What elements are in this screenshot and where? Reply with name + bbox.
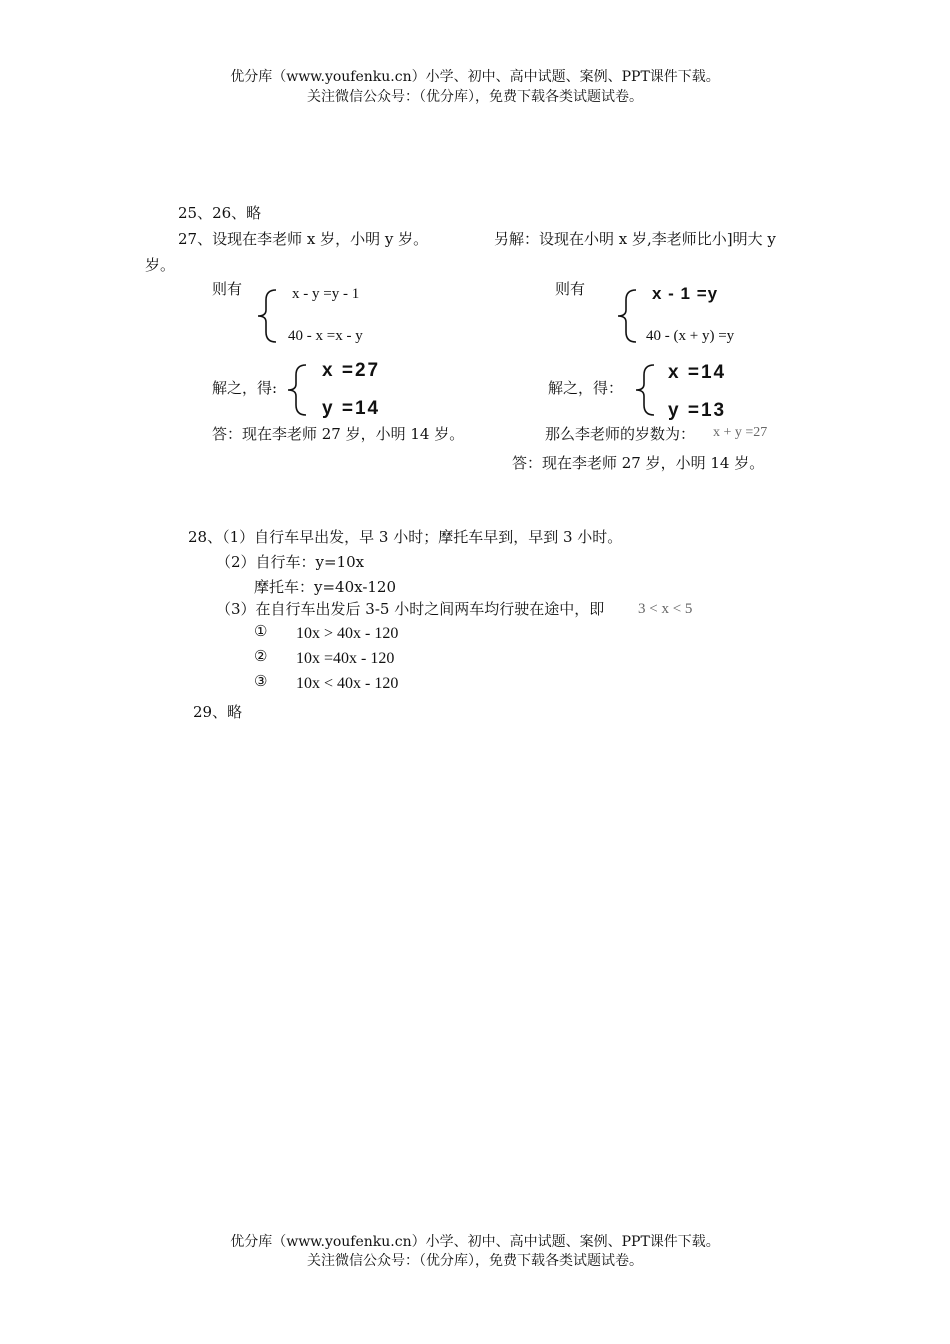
q27-intro-left: 27、设现在李老师 x 岁，小明 y 岁。 (178, 230, 429, 248)
q28-part2b: 摩托车：y=40x-120 (254, 578, 397, 596)
footer-line-2: 关注微信公众号：（优分库），免费下载各类试题试卷。 (307, 1253, 643, 1269)
q27-left-eq1: x - y =y - 1 (292, 286, 360, 302)
q27-right-solve: 解之，得： (548, 379, 624, 397)
q27-left-sol2: y =14 (322, 398, 381, 419)
answer-25-26: 25、26、略 (178, 204, 262, 222)
left-solution-brace (286, 363, 308, 417)
q28-case-1-expr: 10x > 40x - 120 (296, 625, 399, 642)
q27-intro-wrap: 岁。 (145, 256, 176, 274)
q28-part3-expr: 3 < x < 5 (638, 601, 693, 617)
right-solution-brace (634, 363, 656, 417)
q28-part2: （2）自行车：y=10x (216, 553, 365, 571)
q28-part1: 28、（1）自行车早出发，早 3 小时；摩托车早到，早到 3 小时。 (188, 528, 623, 546)
q27-left-sol1: x =27 (322, 360, 381, 381)
q28-case-3-mark: ③ (254, 672, 268, 690)
q27-right-age-text: 那么李老师的岁数为： (545, 425, 696, 443)
q27-right-sol1: x =14 (668, 362, 727, 383)
q27-right-eq2: 40 - (x + y) =y (646, 328, 735, 344)
q27-left-solve: 解之，得: (212, 379, 278, 397)
footer-line-1: 优分库（www.youfenku.cn）小学、初中、高中试题、案例、PPT课件下载。 (230, 1234, 720, 1250)
q27-right-answer: 答：现在李老师 27 岁，小明 14 岁。 (512, 454, 765, 472)
answer-29: 29、略 (193, 703, 243, 721)
q28-case-1-mark: ① (254, 622, 268, 640)
q28-part3: （3）在自行车出发后 3-5 小时之间两车均行驶在途中，即 (216, 600, 605, 618)
q27-left-answer: 答：现在李老师 27 岁，小明 14 岁。 (212, 425, 465, 443)
header-line-2: 关注微信公众号：（优分库），免费下载各类试题试卷。 (307, 89, 643, 105)
q28-case-2-expr: 10x =40x - 120 (296, 650, 395, 667)
q27-right-eq1: x - 1 =y (652, 284, 719, 303)
q27-right-sol2: y =13 (668, 400, 727, 421)
q27-left-eq2: 40 - x =x - y (288, 328, 363, 344)
header-line-1: 优分库（www.youfenku.cn）小学、初中、高中试题、案例、PPT课件下载。 (230, 69, 720, 85)
q27-left-then: 则有 (212, 280, 243, 298)
right-system-brace (616, 288, 638, 344)
q27-right-age-expr: x + y =27 (713, 425, 768, 440)
q27-intro-right: 另解：设现在小明 x 岁,李老师比小]明大 y (494, 230, 776, 248)
left-system-brace (256, 288, 278, 344)
q27-right-then: 则有 (555, 280, 586, 298)
q28-case-2-mark: ② (254, 647, 268, 665)
q28-case-3-expr: 10x < 40x - 120 (296, 675, 399, 692)
